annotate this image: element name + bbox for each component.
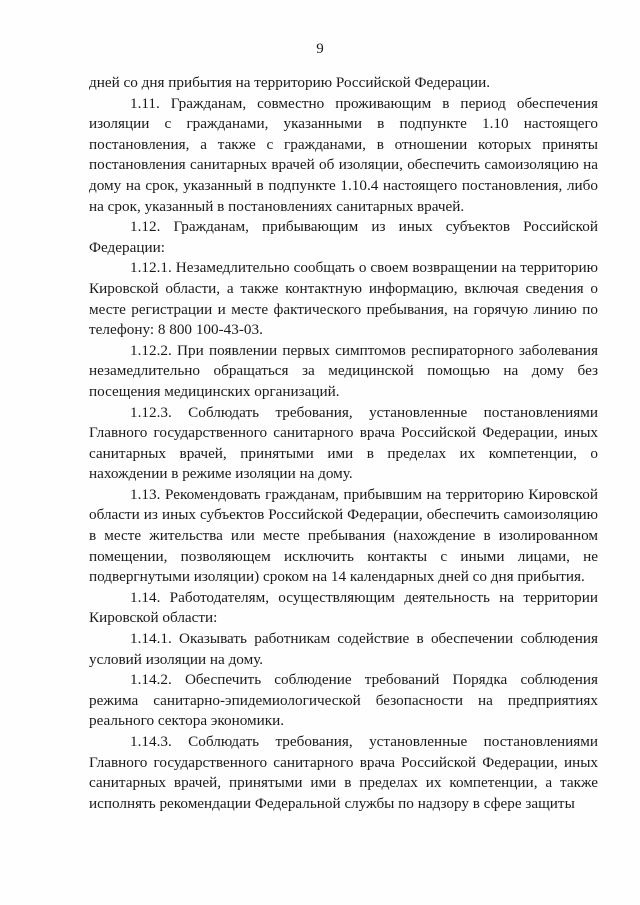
paragraph-1-14: 1.14. Работодателям, осуществляющим деятельность на территории Кировской области: <box>89 588 598 627</box>
paragraph-1-13: 1.13. Рекомендовать гражданам, прибывшим на территорию Кировской области из иных субъектов Российской Федерации, обеспечить самоизоляцию в месте жительства или месте пребывания (нахождение в изолированном помещении, позволяющем исключить контакты с иными лицами, не подвергнутыми изоляции) сроком на 14 календарных дней со дня прибытия. <box>89 485 598 586</box>
paragraph-1-14-2: 1.14.2. Обеспечить соблюдение требований Порядка соблюдения режима санитарно-эпидемиологической безопасности на предприятиях реального сектора экономики. <box>89 671 598 730</box>
paragraph-1-12-3: 1.12.3. Соблюдать требования, установленные постановлениями Главного государственного санитарного врача Российской Федерации, иных санитарных врачей, принятыми ими в пределах их компетенции, о нахождении в режиме изоляции на дому. <box>89 403 598 483</box>
paragraph-1-14-3: 1.14.3. Соблюдать требования, установленные постановлениями Главного государственного санитарного врача Российской Федерации, иных санитарных врачей, принятыми ими в пределах их компетенции, а также исполнять рекомендации Федеральной службы по надзору в сфере защиты <box>89 733 598 812</box>
paragraph-1-12: 1.12. Гражданам, прибывающим из иных субъектов Российской Федерации: <box>89 218 598 256</box>
paragraph-1-11: 1.11. Гражданам, совместно проживающим в период обеспечения изоляции с гражданами, указанными в подпункте 1.10 настоящего постановления, а также с гражданами, в отношении которых приняты постановления санитарных врачей об изоляции, обеспечить самоизоляцию на дому на срок, указанный в подпункте 1.10.4 настоящего постановления, либо на срок, указанный в постановлениях санитарных врачей. <box>89 94 598 215</box>
document-body <box>89 73 598 814</box>
paragraph-1-12-2: 1.12.2. При появлении первых симптомов респираторного заболевания незамедлительно обращаться за медицинской помощью на дому без посещения медицинских организаций. <box>89 341 598 400</box>
page-number: 9 <box>316 41 324 57</box>
paragraph-1-12-1: 1.12.1. Незамедлительно сообщать о своем возвращении на территорию Кировской области, а также контактную информацию, включая сведения о месте регистрации и месте фактического пребывания, на горячую линию по телефону: 8 800 100-43-03. <box>89 259 598 339</box>
paragraph-1-14-1: 1.14.1. Оказывать работникам содействие в обеспечении соблюдения условий изоляции на дому. <box>89 630 598 668</box>
paragraph-continuation: дней со дня прибытия на территорию Российской Федерации. <box>89 74 491 91</box>
